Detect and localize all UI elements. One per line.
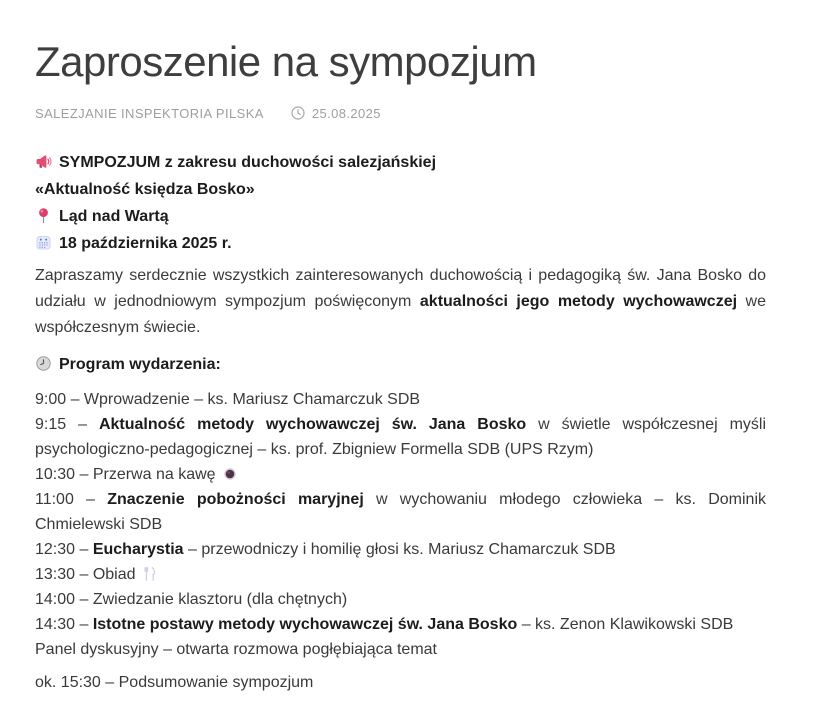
page-title: Zaproszenie na sympozjum bbox=[35, 38, 537, 85]
program-item bbox=[35, 637, 766, 662]
program-item bbox=[35, 612, 766, 637]
closing-line: ok. 15:30 – Podsumowanie sympozjum bbox=[35, 674, 314, 692]
clock-outline-icon bbox=[290, 105, 306, 121]
program-heading bbox=[35, 352, 766, 378]
program-item bbox=[35, 537, 766, 562]
program-item bbox=[35, 387, 766, 412]
program-item-text: Panel dyskusyjny – otwarta rozmowa pogłębiająca temat bbox=[35, 641, 437, 659]
program-item-emphasis: Znaczenie pobożności maryjnej bbox=[107, 491, 364, 509]
program-item-text: 11:00 – bbox=[35, 491, 108, 509]
program-item-text: 13:30 – Obiad bbox=[35, 566, 140, 584]
program-item-text: 10:30 – Przerwa na kawę bbox=[35, 466, 220, 484]
category-link[interactable]: SALEZJANIE INSPEKTORIA PILSKA bbox=[35, 105, 264, 121]
announcement-line: 18 października 2025 r. bbox=[35, 230, 766, 257]
intro-text-pre: Zapraszamy serdecznie wszystkich zainteresowanych duchowością i pedagogiką św. Jana Bosko do udziału w jednodniowym sympozjum poświęconym bbox=[35, 267, 766, 311]
program-heading-text: Program wydarzenia: bbox=[59, 356, 221, 374]
post-meta bbox=[35, 105, 766, 121]
program-list bbox=[35, 387, 766, 662]
intro-text-post: we współczesnym świecie. bbox=[35, 293, 767, 337]
megaphone-icon bbox=[35, 153, 52, 170]
program-item-text: w świetle współczesnej myśli psychologiczno-pedagogicznej – ks. prof. Zbigniew Formella SDB (UPS Rzym) bbox=[35, 416, 767, 459]
program-item-text: 14:30 – bbox=[35, 616, 93, 634]
program-item-text: w wychowaniu młodego człowieka – ks. Dominik Chmielewski SDB bbox=[35, 491, 766, 534]
intro-text-bold: aktualności jego metody wychowawczej bbox=[419, 293, 738, 311]
clock-face-icon bbox=[35, 355, 52, 372]
program-item-text: 9:15 – bbox=[35, 416, 99, 434]
program-item-text: 14:00 – Zwiedzanie klasztoru (dla chętnych) bbox=[35, 591, 348, 609]
announcement-line: «Aktualność księdza Bosko» bbox=[35, 181, 255, 199]
program-item bbox=[35, 412, 766, 462]
program-item-text: – przewodniczy i homilię głosi ks. Mariusz Chamarczuk SDB bbox=[183, 541, 616, 559]
program-item bbox=[35, 487, 766, 537]
post-date-text: 25.08.2025 bbox=[311, 105, 381, 121]
program-item-text: 12:30 – bbox=[35, 541, 93, 559]
program-item-emphasis: Eucharystia bbox=[92, 541, 184, 559]
intro-paragraph bbox=[35, 263, 766, 341]
program-item bbox=[35, 462, 766, 487]
program-item-text: – ks. Zenon Klawikowski SDB bbox=[517, 616, 734, 634]
program-item bbox=[35, 587, 766, 612]
program-item-emphasis: Aktualność metody wychowawczej św. Jana Bosko bbox=[98, 416, 527, 434]
program-item-text: 9:00 – Wprowadzenie – ks. Mariusz Chamarczuk SDB bbox=[35, 391, 421, 409]
post-date bbox=[290, 105, 381, 121]
pushpin-icon bbox=[35, 207, 52, 224]
program-item-emphasis: Istotne postawy metody wychowawczej św. Jana Bosko bbox=[92, 616, 518, 634]
dining-icon bbox=[142, 566, 158, 582]
announcement bbox=[35, 149, 766, 257]
announcement-line: Ląd nad Wartą bbox=[35, 203, 766, 230]
program-item bbox=[35, 562, 766, 587]
coffee-icon bbox=[222, 466, 238, 482]
announcement-line: SYMPOZJUM z zakresu duchowości salezjańskiej bbox=[35, 149, 766, 176]
calendar-icon bbox=[35, 234, 52, 251]
